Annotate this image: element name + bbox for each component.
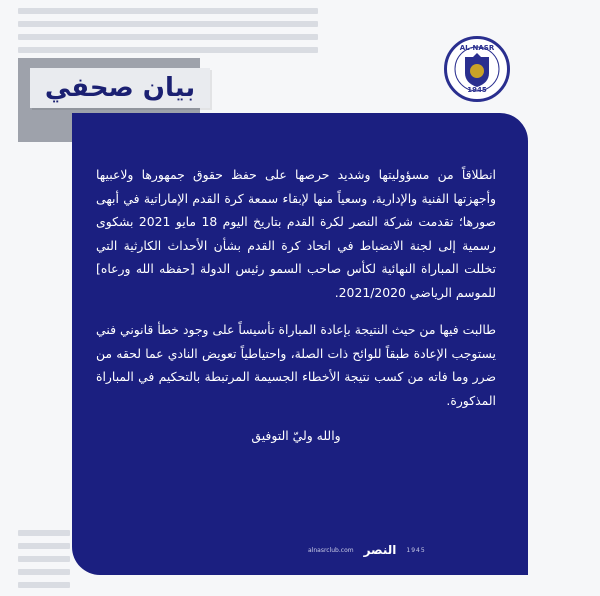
statement-card xyxy=(72,113,528,575)
decorative-stripes-bottom xyxy=(18,530,70,595)
logo-top-text: AL-NASR xyxy=(459,44,495,52)
footer-website: alnasrclub.com xyxy=(308,546,354,554)
footer-brand: النصر xyxy=(363,543,397,557)
statement-paragraph-1: انطلاقاً من مسؤوليتها وشديد حرصها على حفظ حقوق جمهورها ولاعبيها وأجهزتها الفنية والإدارية، وسعياً منها لإبقاء سمعة كرة القدم الإماراتية في أبهى صورها؛ تقدمت شركة النصر لكرة القدم بتاريخ اليوم 18 مايو 2021 بشكوى رسمية إلى لجنة الانضباط في اتحاد كرة القدم بشأن الأحداث الكارثية التي تخللت المباراة النهائية لكأس صاحب السمو رئيس الدولة [حفظه الله ورعاه] للموسم الرياضي 2021/2020. xyxy=(96,167,496,300)
statement-closing: والله وليّ التوفيق xyxy=(251,428,341,443)
decorative-stripes xyxy=(18,8,318,60)
logo-year: 1945 xyxy=(467,86,487,94)
footer-number: 1945 xyxy=(406,546,426,554)
card-footer xyxy=(308,543,426,557)
club-logo xyxy=(444,36,510,102)
page-title: بيان صحفي xyxy=(44,73,196,103)
statement-paragraph-2: طالبت فيها من حيث النتيجة بإعادة المباراة تأسيساً على وجود خطأ قانوني فني يستوجب الإعادة طبقاً للوائح ذات الصلة، واحتياطياً تعويض النادي عما لحقه من ضرر وما فاته من كسب نتيجة الأخطاء الجسيمة المرتبطة بالتحكيم في المباراة المذكورة. xyxy=(96,322,496,408)
